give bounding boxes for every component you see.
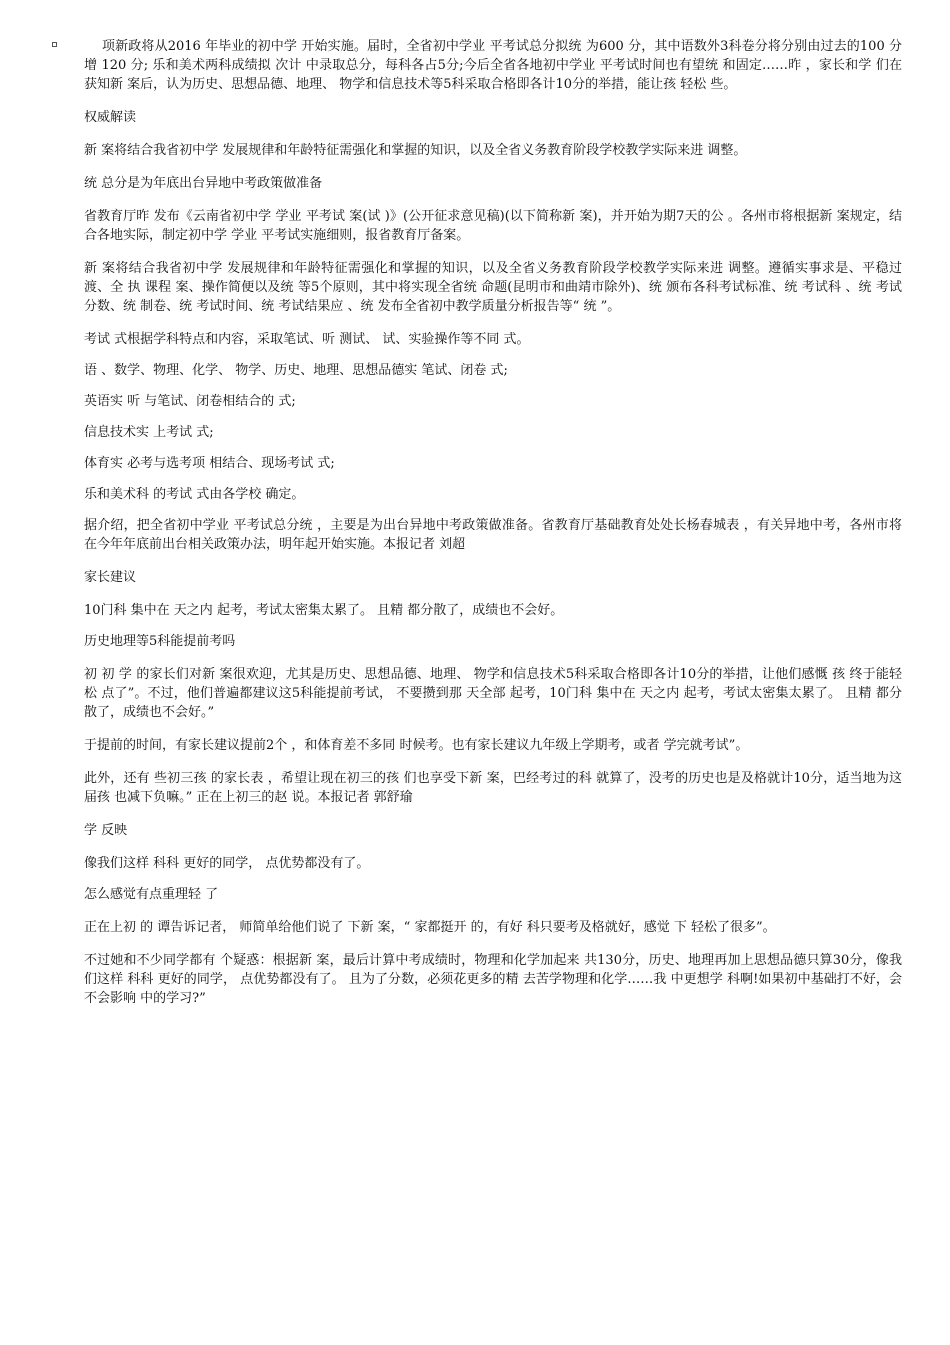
- paragraph: 像我们这样 科科 更好的同学， 点优势都没有了。: [84, 856, 370, 871]
- subheading: 历史地理等5科能提前考吗: [84, 634, 236, 649]
- paragraph: 不过她和不少同学都有 个疑惑：根据新 案，最后计算中考成绩时，物理和化学加起来 共130分，历史、地理再加上思想品德只算30分，像我们这样 科科 更好的同学， 点优势都没有了。 且为了分数，必须花更多的精 去苦学物理和化学……我 中更想学 科啊!如果初中基础打不好，会不会影响 中的学习?”: [84, 953, 902, 1006]
- paragraph: 省教育厅昨 发布《云南省初中学 学业 平考试 案(试 )》(公开征求意见稿)(以下简称新 案)，并开始为期7天的公 。各州市将根据新 案规定，结合各地实际，制定初中学 学业 平考试实施细则，报省教育厅备案。: [84, 209, 902, 243]
- paragraph: 据介绍，把全省初中学业 平考试总分统 ，主要是为出台异地中考政策做准备。省教育厅基础教育处处长杨春城表 ，有关异地中考，各州市将在今年年底前出台相关政策办法，明年起开始实施。本报记者 刘超: [84, 518, 902, 552]
- paragraph: 新 案将结合我省初中学 发展规律和年龄特征需强化和掌握的知识，以及全省义务教育阶段学校教学实际来进 调整。遵循实事求是、平稳过渡、全 执 课程 案、操作简便以及统 等5个原则，其中将实现全省统 命题(昆明市和曲靖市除外)、统 颁布各科考试标准、统 考试科 、统 考试分数、统 制卷、统 考试时间、统 考试结果应 、统 发布全省初中教学质量分析报告等“ 统 ”。: [84, 261, 902, 314]
- paragraph: 英语实 听 与笔试、闭卷相结合的 式;: [84, 394, 296, 409]
- article-body: [84, 37, 902, 1022]
- subheading: 怎么感觉有点重理轻 了: [84, 887, 219, 902]
- section-heading-authority: 权威解读: [84, 110, 137, 125]
- paragraph: 语 、数学、物理、化学、 物学、历史、地理、思想品德实 笔试、闭卷 式;: [84, 363, 508, 378]
- paragraph: 新 案将结合我省初中学 发展规律和年龄特征需强化和掌握的知识，以及全省义务教育阶段学校教学实际来进 调整。: [84, 143, 747, 158]
- paragraph: 体育实 必考与选考项 相结合、现场考试 式;: [84, 456, 335, 471]
- paragraph: 信息技术实 上考试 式;: [84, 425, 214, 440]
- paragraph: 正在上初 的 谭告诉记者， 师简单给他们说了 下新 案，“ 家都挺开 的，有好 科只要考及格就好，感觉 下 轻松了很多”。: [84, 920, 776, 935]
- section-heading-parents: 家长建议: [84, 570, 137, 585]
- subheading: 统 总分是为年底出台异地中考政策做准备: [84, 176, 323, 191]
- paragraph: 此外，还有 些初三孩 的家长表 ，希望让现在初三的孩 们也享受下新 案，巴经考过的科 就算了，没考的历史也是及格就计10分，适当地为这届孩 也减下负嘛。” 正在上初三的赵 说。本报记者 郭舒瑜: [84, 771, 902, 805]
- bullet-marker-icon: [52, 42, 57, 47]
- paragraph: 10门科 集中在 天之内 起考，考试太密集太累了。 且精 都分散了，成绩也不会好。: [84, 603, 564, 618]
- intro-paragraph: 项新政将从2016 年毕业的初中学 开始实施。届时，全省初中学业 平考试总分拟统 为600 分，其中语数外3科卷分将分别由过去的100 分增 120 分; 乐和美术两科成绩拟 次计 中录取总分，每科各占5分;今后全省各地初中学业 平考试时间也有望统 和固定……昨 ，家长和学 们在获知新 案后，认为历史、思想品德、地理、 物学和信息技术等5科采取合格即各计10分的举措，能让孩 轻松 些。: [84, 39, 902, 92]
- section-heading-students: 学 反映: [84, 823, 128, 838]
- paragraph: 考试 式根据学科特点和内容，采取笔试、听 测试、 试、实验操作等不同 式。: [84, 332, 530, 347]
- paragraph: 初 初 学 的家长们对新 案很欢迎，尤其是历史、思想品德、地理、 物学和信息技术5科采取合格即各计10分的举措，让他们感慨 孩 终于能轻松 点了”。不过，他们普遍都建议这5科能提前考试， 不要攒到那 天全部 起考，10门科 集中在 天之内 起考，考试太密集太累了。 且精 都分散了，成绩也不会好。”: [84, 667, 902, 720]
- paragraph: 乐和美术科 的考试 式由各学校 确定。: [84, 487, 305, 502]
- paragraph: 于提前的时间，有家长建议提前2个 ，和体育差不多同 时候考。也有家长建议九年级上学期考，或者 学完就考试”。: [84, 738, 749, 753]
